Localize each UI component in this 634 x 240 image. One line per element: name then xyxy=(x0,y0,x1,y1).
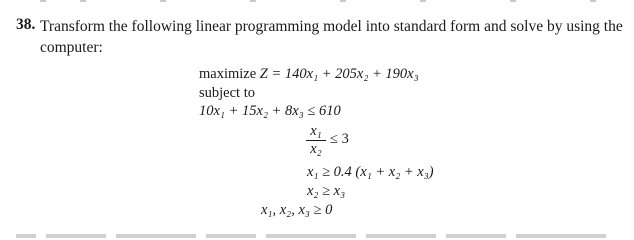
problem-statement-line-2: computer: xyxy=(40,39,103,56)
problem-number: 38. xyxy=(16,16,36,33)
constraint-2-numerator: x₁ xyxy=(310,123,322,139)
nonnegativity-constraint: x₁, x₂, x₃ ≥ 0 xyxy=(261,202,333,218)
constraint-4: x₂ ≥ x₃ xyxy=(307,183,346,199)
objective-prefix: maximize xyxy=(199,66,257,82)
problem-statement-line-1: Transform the following linear programming model into standard form and solve by using the xyxy=(40,18,623,35)
constraint-2-denominator: x₂ xyxy=(310,141,322,157)
constraint-1: 10x₁ + 15x₂ + 8x₃ ≤ 610 xyxy=(199,103,341,119)
constraint-3: x₁ ≥ 0.4 (x₁ + x₂ + x₃) xyxy=(307,164,434,180)
top-cutoff-rule xyxy=(40,0,634,3)
objective-function xyxy=(199,66,419,83)
bottom-cutoff-text xyxy=(16,230,634,238)
constraint-2-rhs: ≤ 3 xyxy=(330,131,349,147)
subject-to-label: subject to xyxy=(199,85,255,101)
problem-statement xyxy=(40,16,634,58)
objective-expression: Z = 140x₁ + 205x₂ + 190x₃ xyxy=(259,66,419,82)
constraint-2-fraction xyxy=(306,124,326,157)
